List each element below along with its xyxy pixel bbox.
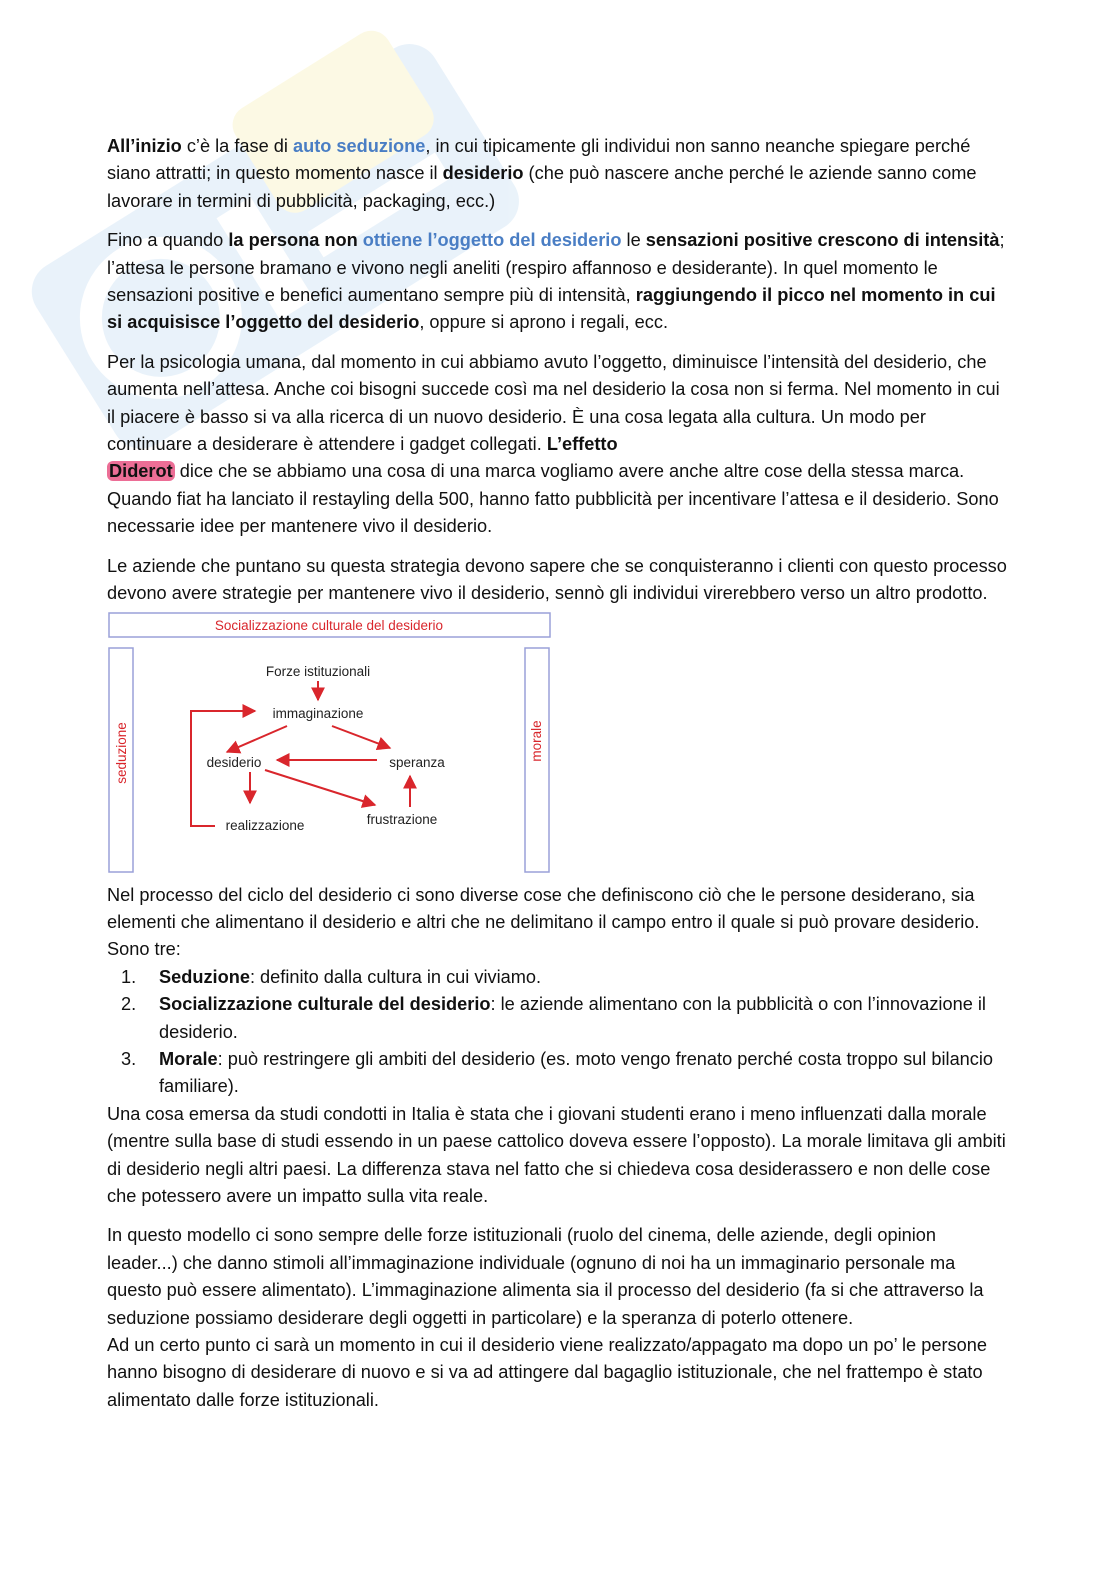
text-run: (che può nascere anche perché le aziende sanno come lavorare in termini di pubblicità, packaging, ecc.) [107,163,977,211]
text-ottiene-oggetto: ottiene l’oggetto del desiderio [362,230,622,251]
arrow-immaginazione-to-speranza [332,726,390,748]
text-bold: raggiungendo il picco nel momento in cui si acquisisce l’oggetto del desiderio [107,285,996,333]
text-bold: la persona non [228,230,363,251]
text-bold: sensazioni positive crescono di intensità [645,230,1000,251]
text-auto-seduzione: auto seduzione [292,136,426,156]
paragraph-ciclo: Nel processo del ciclo del desiderio ci sono diverse cose che definiscono ciò che le persone desiderano, sia elementi che alimentano il desiderio e altri che ne delimitano il campo entro il quale si può provare desiderio. Sono tre: [107,884,980,960]
document-page [107,133,1007,1426]
list-text: : definito dalla cultura in cui viviamo. [249,966,542,987]
text-desiderio: desiderio [442,163,524,184]
paragraph-realizzato: Ad un certo punto ci sarà un momento in cui il desiderio viene realizzato/appagato ma dopo un po’ le persone hanno bisogno di desiderare di nuovo e si va ad attingere dal bagaglio istituzionale, che nel frattempo è stato alimentato dalle forze istituzionali. [107,1335,987,1410]
paragraph-intro [107,133,1007,215]
label-morale: morale [529,719,544,762]
highlight-diderot: Diderot [109,461,173,482]
text-run: dice che se abbiamo una cosa di una marca vogliamo avere anche altre cose della stessa marca. Quando fiat ha lanciato il restayling della 500, hanno fatto pubblicità per incentivare l’attesa e il desiderio. Sono necessarie idee per mantenere vivo il desiderio. [107,461,999,537]
node-realizzazione: realizzazione [225,817,305,833]
paragraph-studi-italia: Una cosa emersa da studi condotti in Italia è stata che i giovani studenti erano i meno influenzati dalla morale (mentre sulla base di studi essendo in un paese cattolico doveva essere l’opposto). La morale limitava gli ambiti di desiderio negli altri paesi. La differenza stava nel fatto che si chiedeva cosa desiderassero e non delle cose che potessero avere un impatto sulla vita reale. [107,1103,1006,1206]
desire-cycle-diagram [107,610,557,874]
text-run: ; l’attesa le persone bramano e vivono negli aneliti (respiro affannoso e desiderante). In quel momento le sensazioni positive e benefici aumentano sempre più di intensità, [107,230,1005,306]
paragraph-modello: In questo modello ci sono sempre delle forze istituzionali (ruolo del cinema, delle aziende, degli opinion leader...) che danno stimoli all’immaginazione individuale (ognuno di noi ha un immaginario personale ma questo può essere alimentato). L’immaginazione alimenta sia il processo del desiderio (fa si che attraverso la seduzione possiamo desiderare degli oggetti in particolare) e la speranza di poterlo ottenere. [107,1225,984,1328]
paragraph-psicologia [107,349,1007,541]
node-speranza: speranza [389,754,445,770]
text-run: c’è la fase di [181,136,293,156]
text-all-inizio: All’inizio [107,136,182,156]
node-frustrazione: frustrazione [366,811,438,827]
numbered-list [107,964,1007,1101]
text-run: Per la psicologia umana, dal momento in cui abbiamo avuto l’oggetto, diminuisce l’intensità del desiderio, che aumenta nell’attesa. Anche coi bisogni succede così ma nel desiderio la cosa non si ferma. Nel momento in cui il piacere è basso si va alla ricerca di un nuovo desiderio. È una cosa legata alla cultura. Un modo per continuare a desiderare è attendere i gadget collegati. [107,351,1000,455]
label-socializzazione: Socializzazione culturale del desiderio [214,617,444,633]
label-seduzione: seduzione [114,721,129,784]
list-title: Socializzazione culturale del desiderio [159,994,491,1015]
text-run: , in cui tipicamente gli individui non sanno neanche spiegare perché siano attratti; in questo momento nasce il [107,136,971,184]
paragraph-fino-a-quando [107,227,1007,337]
text-run: Fino a quando [107,230,229,251]
list-item [107,991,1007,1046]
text-run: le [621,230,646,251]
node-immaginazione: immaginazione [272,705,364,721]
list-text: : può restringere gli ambiti del desiderio (es. moto vengo frenato perché costa troppo sul bilancio familiare). [159,1048,994,1097]
text-effetto: L’effetto [546,434,618,455]
list-item [107,964,1007,991]
list-item [107,1046,1007,1101]
node-desiderio: desiderio [206,754,262,770]
text-run: , oppure si aprono i regali, ecc. [419,312,669,333]
list-number: 3. [121,1048,137,1069]
arrow-desiderio-to-frustrazione [265,770,375,805]
list-title: Morale [159,1048,218,1069]
arrow-immaginazione-to-desiderio [227,726,287,752]
list-text: : le aziende alimentano con la pubblicità o con l’innovazione il desiderio. [159,994,986,1042]
list-number: 2. [121,994,137,1015]
paragraph-aziende: Le aziende che puntano su questa strategia devono sapere che se conquisteranno i clienti con questo processo devono avere strategie per mantenere vivo il desiderio, sennò gli individui virerebbero verso un altro prodotto. [107,555,1007,604]
node-forze-istituzionali: Forze istituzionali [265,663,371,679]
list-title: Seduzione [159,966,250,987]
list-number: 1. [121,966,137,987]
